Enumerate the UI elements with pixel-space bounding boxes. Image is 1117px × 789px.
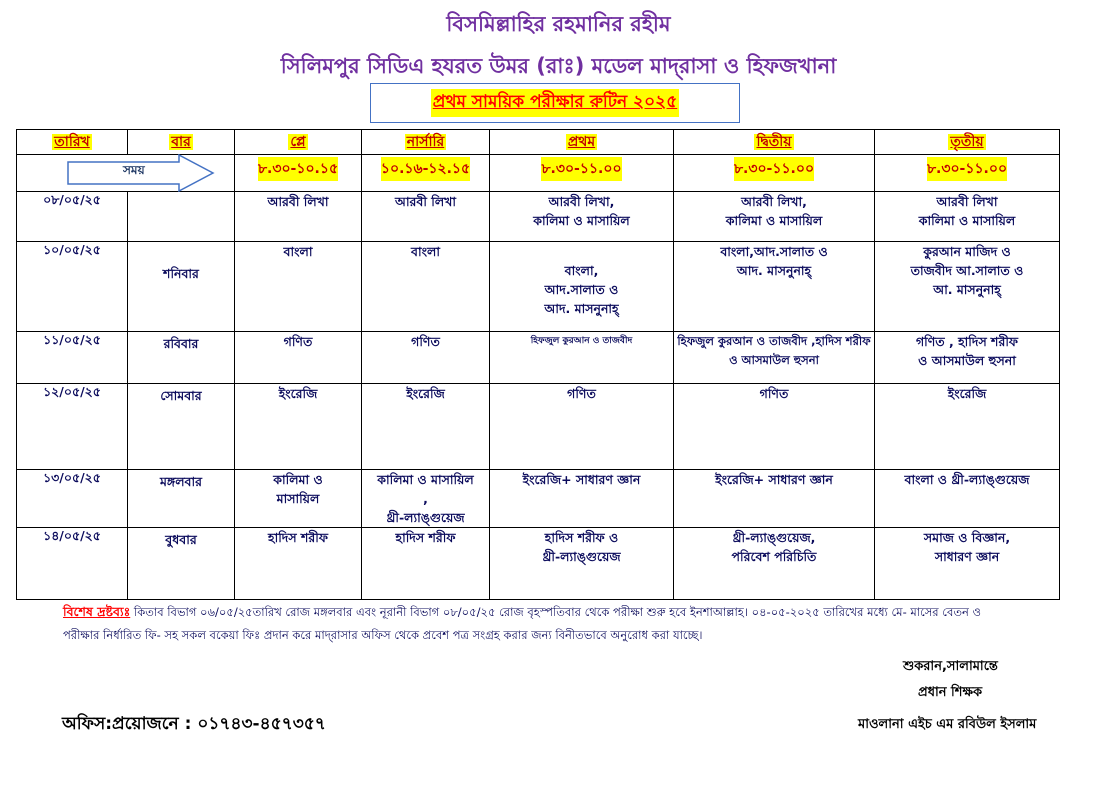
subject-cell-first: গণিত: [490, 384, 674, 470]
subject-cell-first: আরবী লিখা, কালিমা ও মাসায়িল: [490, 192, 674, 242]
col-header-date: তারিখ: [17, 130, 128, 155]
subject-cell-nursery: গণিত: [362, 332, 490, 384]
notice-line-2: পরীক্ষার নির্ধারিত ফি- সহ সকল বকেয়া ফিঃ প্রদান করে মাদ্‌রাসার অফিস থেকে প্রবেশ পত্র সংগ্রহ করার জন্য বিনীতভাবে অনুরোধ করা যাচ্ছে।: [63, 628, 703, 642]
subject-cell-first: ইংরেজি+ সাধারণ জ্ঞান: [490, 470, 674, 528]
subject-cell-nursery: আরবী লিখা: [362, 192, 490, 242]
table-row: [17, 242, 1060, 332]
date-cell: ১০/০৫/২৫: [17, 242, 128, 332]
subject-cell-third: সমাজ ও বিজ্ঞান, সাধারণ জ্ঞান: [875, 528, 1060, 600]
subject-cell-play: কালিমা ও মাসায়িল: [235, 470, 362, 528]
subject-cell-third: গণিত , হাদিস শরীফ ও আসমাউল হুসনা: [875, 332, 1060, 384]
time-play: ৮.৩০-১০.১৫: [235, 155, 362, 192]
col-header-third: তৃতীয়: [875, 130, 1060, 155]
date-cell: ১২/০৫/২৫: [17, 384, 128, 470]
time-label: সময়: [123, 163, 145, 177]
day-cell: বুধবার: [128, 528, 235, 600]
date-cell: ১৩/০৫/২৫: [17, 470, 128, 528]
time-nursery: ১০.১৬-১২.১৫: [362, 155, 490, 192]
subject-cell-second: ইংরেজি+ সাধারণ জ্ঞান: [674, 470, 875, 528]
table-row: [17, 470, 1060, 528]
day-cell: মঙ্গলবার: [128, 470, 235, 528]
subject-cell-second: বাংলা,আদ.সালাত ও আদ. মাসনুনাহ্‌: [674, 242, 875, 332]
time-third: ৮.৩০-১১.০০: [875, 155, 1060, 192]
subject-cell-third: আরবী লিখা কালিমা ও মাসায়িল: [875, 192, 1060, 242]
col-header-day: বার: [128, 130, 235, 155]
col-header-first: প্রথম: [490, 130, 674, 155]
exam-routine-table: [16, 129, 1060, 600]
subject-cell-play: আরবী লিখা: [235, 192, 362, 242]
table-row: [17, 332, 1060, 384]
time-row: [17, 155, 1060, 192]
time-first: ৮.৩০-১১.০০: [490, 155, 674, 192]
subject-cell-second: থ্রী-ল্যাঙ্গুয়েজ, পরিবেশ পরিচিতি: [674, 528, 875, 600]
table-row: [17, 384, 1060, 470]
time-label-cell: [17, 155, 235, 192]
subject-cell-second: আরবী লিখা, কালিমা ও মাসায়িল: [674, 192, 875, 242]
subject-cell-first: বাংলা, আদ.সালাত ও আদ. মাসনুনাহ্‌: [490, 242, 674, 332]
subject-cell-nursery: ইংরেজি: [362, 384, 490, 470]
notice-line-1: কিতাব বিভাগ ০৬/০৫/২৫তারিখ রোজ মঙ্গলবার এবং নূরানী বিভাগ ০৮/০৫/২৫ রোজ বৃহস্পতিবার থেকে পরীক্ষা শুরু হবে ইনশাআল্লাহ। ০৪-০৫-২০২৫ তারিখের মধ্যে মে- মাসের বেতন ও: [130, 605, 981, 619]
signature-name: মাওলানা এইচ এম রবিউল ইসলাম: [858, 717, 1037, 732]
subject-cell-nursery: হাদিস শরীফ: [362, 528, 490, 600]
subject-cell-first: হিফজুল কুরআন ও তাজবীদ: [490, 332, 674, 384]
office-contact: অফিস:প্রয়োজনে : ০১৭৪৩-৪৫৭৩৫৭: [62, 714, 326, 734]
subject-cell-play: বাংলা: [235, 242, 362, 332]
day-cell: সোমবার: [128, 384, 235, 470]
signature-designation: প্রধান শিক্ষক: [918, 685, 983, 700]
col-header-second: দ্বিতীয়: [674, 130, 875, 155]
signature-regards: শুকরান,সালামান্তে: [903, 659, 998, 674]
day-cell: রবিবার: [128, 332, 235, 384]
subject-cell-play: হাদিস শরীফ: [235, 528, 362, 600]
time-second: ৮.৩০-১১.০০: [674, 155, 875, 192]
table-header-row: [17, 130, 1060, 155]
date-cell: ০৮/০৫/২৫: [17, 192, 128, 242]
subject-cell-play: গণিত: [235, 332, 362, 384]
subject-cell-first: হাদিস শরীফ ও থ্রী-ল্যাঙ্গুয়েজ: [490, 528, 674, 600]
routine-title: প্রথম সাময়িক পরীক্ষার রুটিন ২০২৫: [431, 89, 680, 117]
subject-cell-nursery: কালিমা ও মাসায়িল , থ্রী-ল্যাঙ্গুয়েজ: [362, 470, 490, 528]
subject-cell-second: হিফজুল কুরআন ও তাজবীদ ,হাদিস শরীফ ও আসমাউল হুসনা: [674, 332, 875, 384]
subject-cell-third: ইংরেজি: [875, 384, 1060, 470]
subject-cell-play: ইংরেজি: [235, 384, 362, 470]
bismillah-heading: বিসমিল্লাহির রহমানির রহীম: [446, 12, 671, 36]
special-notice: [63, 600, 1108, 647]
subject-cell-third: বাংলা ও থ্রী-ল্যাঙ্গুয়েজ: [875, 470, 1060, 528]
notice-lead: বিশেষ দ্রষ্টব্যঃ: [63, 604, 131, 619]
col-header-play: প্লে: [235, 130, 362, 155]
date-cell: ১১/০৫/২৫: [17, 332, 128, 384]
date-cell: ১৪/০৫/২৫: [17, 528, 128, 600]
institution-name: সিলিমপুর সিডিএ হযরত উমর (রাঃ) মডেল মাদ্‌রাসা ও হিফজখানা: [280, 54, 837, 78]
routine-title-box: [370, 83, 740, 123]
subject-cell-third: কুরআন মাজিদ ও তাজবীদ আ.সালাত ও আ. মাসনুনাহ্‌: [875, 242, 1060, 332]
day-cell: শনিবার: [128, 242, 235, 332]
subject-cell-nursery: বাংলা: [362, 242, 490, 332]
day-cell: [128, 192, 235, 242]
table-row: [17, 528, 1060, 600]
table-row: [17, 192, 1060, 242]
col-header-nursery: নার্সারি: [362, 130, 490, 155]
subject-cell-second: গণিত: [674, 384, 875, 470]
